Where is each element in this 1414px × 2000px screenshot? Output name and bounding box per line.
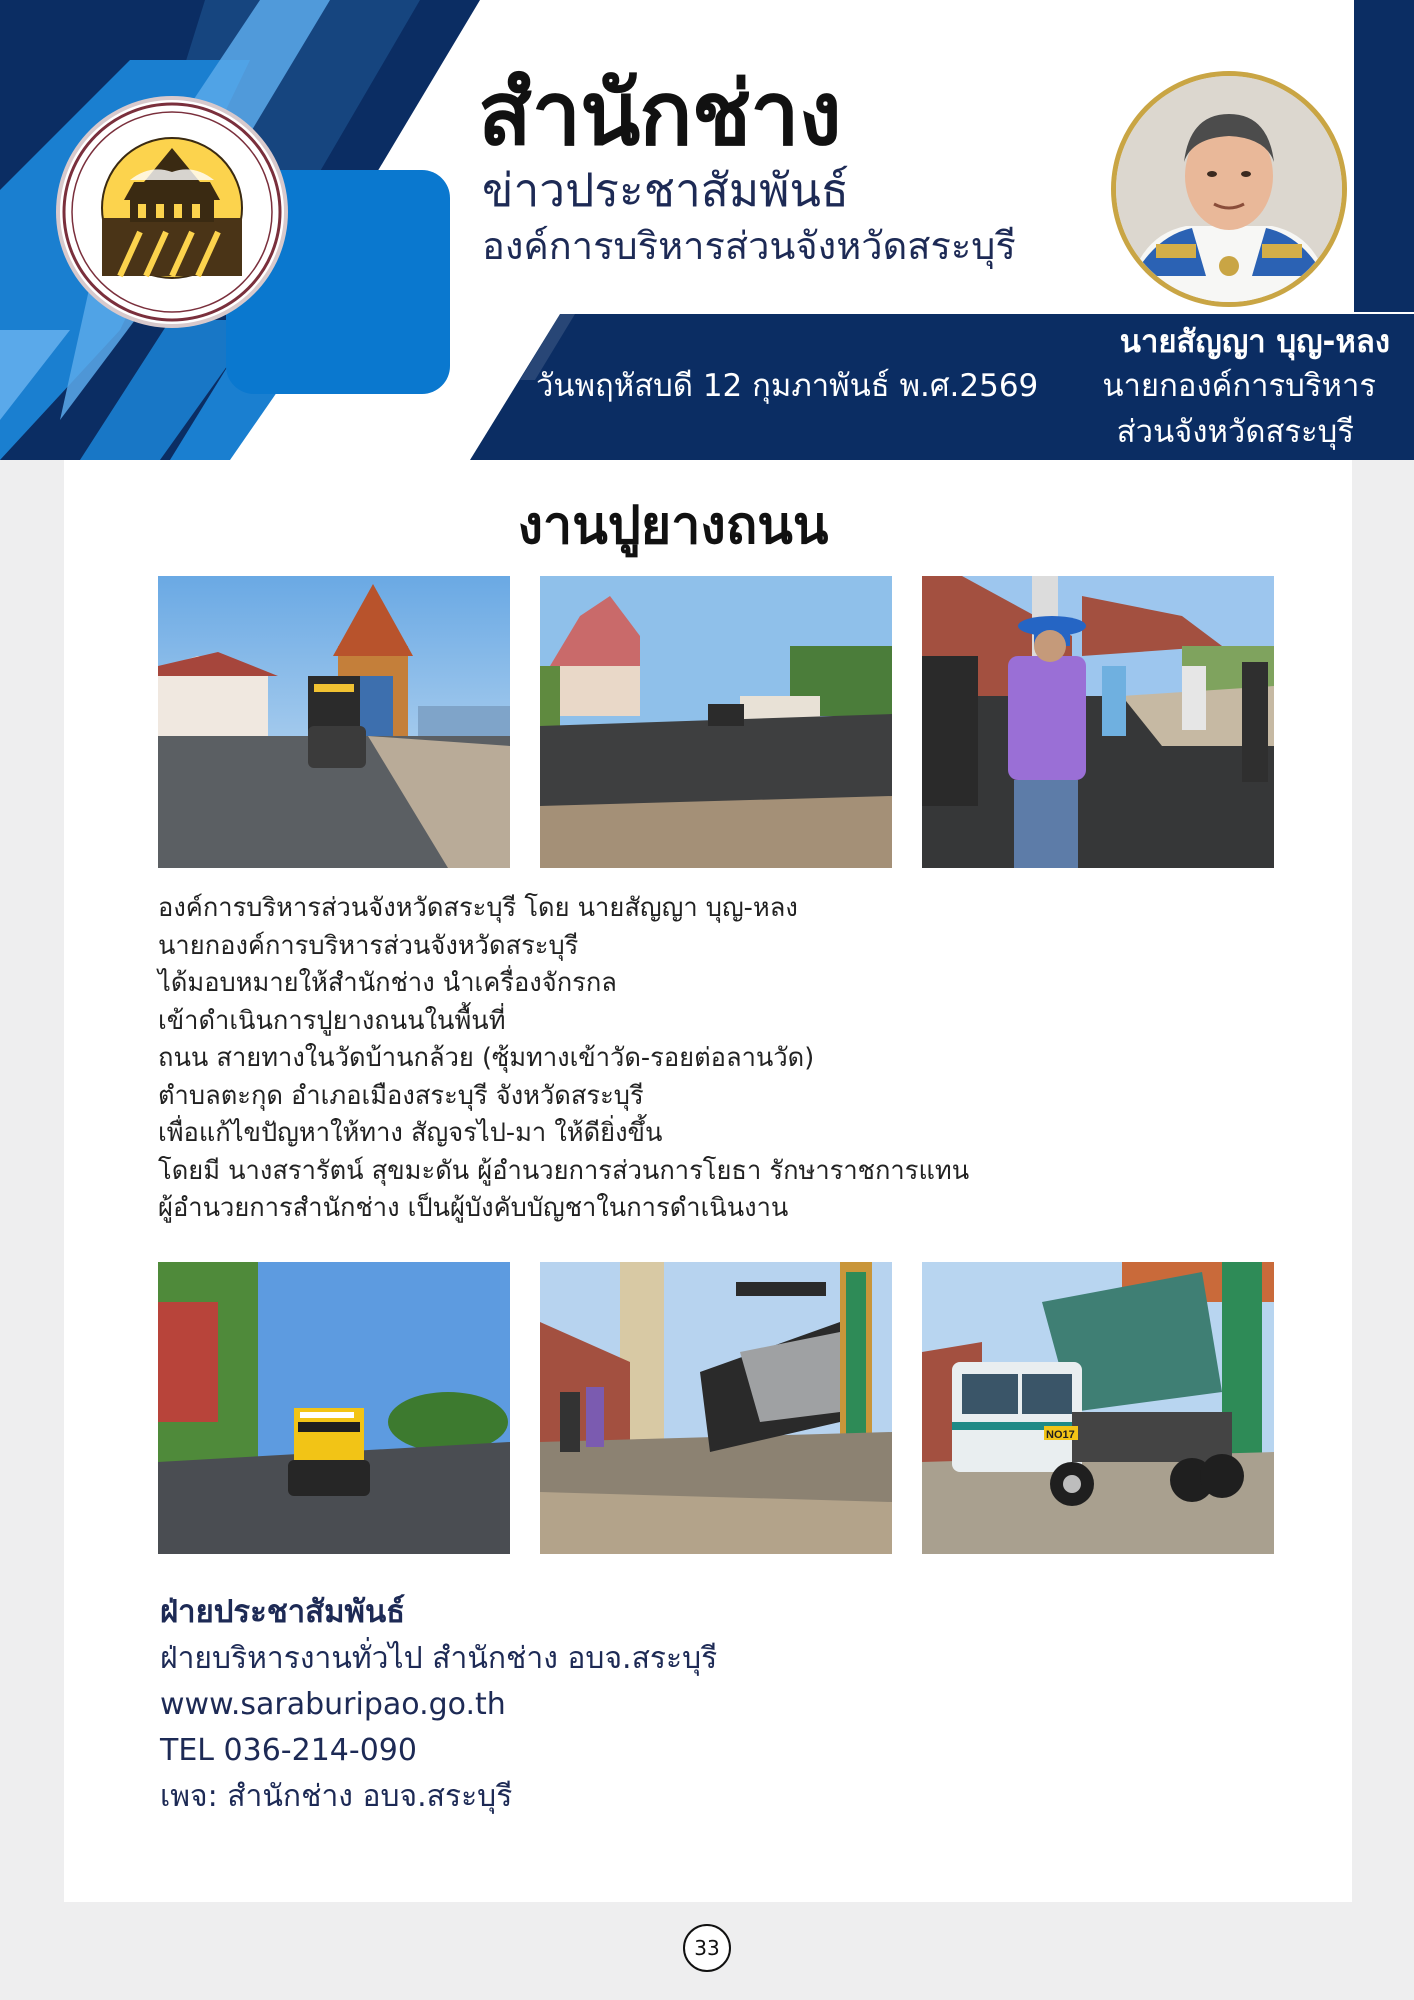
article-title: งานปูยางถนน <box>517 496 829 556</box>
contact-footer <box>160 1588 717 1820</box>
footer-phone: TEL 036-214-090 <box>160 1733 417 1768</box>
portrait-photo <box>1116 76 1342 302</box>
footer-facebook: เพจ: สำนักช่าง อบจ.สระบุรี <box>160 1779 513 1814</box>
photo-dump-truck <box>922 1262 1274 1554</box>
footer-unit: ฝ่ายบริหารงานทั่วไป สำนักช่าง อบจ.สระบุรี <box>160 1641 718 1676</box>
photo-workers-raking-asphalt <box>922 576 1274 868</box>
photo-yellow-roller <box>158 1262 510 1554</box>
article-line: เข้าดำเนินการปูยางถนนในพื้นที่ <box>158 1005 506 1036</box>
article-line: ถนน สายทางในวัดบ้านกล้วย (ซุ้มทางเข้าวัด-รอยต่อลานวัด) <box>158 1043 815 1073</box>
truck-plate-label: NO17 <box>1046 1429 1075 1441</box>
article-line: เพื่อแก้ไขปัญหาให้ทาง สัญจรไป-มา ให้ดียิ่งขึ้น <box>158 1118 663 1148</box>
photo-asphalt-paver <box>540 1262 892 1554</box>
article-line: องค์การบริหารส่วนจังหวัดสระบุรี โดย นายสัญญา บุญ-หลง <box>158 893 798 923</box>
footer-website[interactable]: www.saraburipao.go.th <box>160 1687 506 1722</box>
news-subtitle: ข่าวประชาสัมพันธ์ <box>482 163 850 217</box>
page-number: 33 <box>683 1924 731 1972</box>
organization-name: องค์การบริหารส่วนจังหวัดสระบุรี <box>482 224 1016 268</box>
department-title: สำนักช่าง <box>478 62 841 165</box>
photo-paved-temple-yard <box>540 576 892 868</box>
article-body <box>158 890 1138 1228</box>
executive-name: นายสัญญา บุญ-หลง <box>1119 324 1390 360</box>
executive-position-line2: ส่วนจังหวัดสระบุรี <box>1116 414 1354 450</box>
photo-roller-temple-gate <box>158 576 510 868</box>
article-line: ได้มอบหมายให้สำนักช่าง นำเครื่องจักรกล <box>158 968 617 998</box>
organization-logo <box>60 100 284 324</box>
executive-position-line1: นายกองค์การบริหาร <box>1102 368 1376 404</box>
publish-date: วันพฤหัสบดี 12 กุมภาพันธ์ พ.ศ.2569 <box>536 368 1039 404</box>
executive-portrait <box>1116 76 1342 302</box>
article-line: นายกองค์การบริหารส่วนจังหวัดสระบุรี <box>158 930 579 961</box>
footer-title: ฝ่ายประชาสัมพันธ์ <box>160 1594 406 1630</box>
article-line: ผู้อำนวยการสำนักช่าง เป็นผู้บังคับบัญชาในการดำเนินงาน <box>158 1193 789 1223</box>
logo-emblem-icon <box>60 100 284 324</box>
article-line: โดยมี นางสรารัตน์ สุขมะดัน ผู้อำนวยการส่วนการโยธา รักษาราชการแทน <box>158 1155 970 1186</box>
article-line: ตำบลตะกุด อำเภอเมืองสระบุรี จังหวัดสระบุรี <box>158 1080 644 1111</box>
